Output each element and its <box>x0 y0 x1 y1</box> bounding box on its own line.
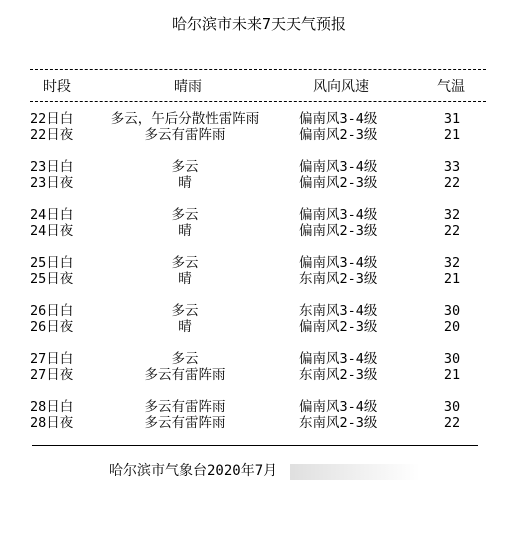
period-cell: 26日白 <box>30 303 74 319</box>
wind-cell: 东南风2-3级 <box>299 415 378 431</box>
header-divider <box>30 101 486 102</box>
wind-cell: 偏南风3-4级 <box>299 159 378 175</box>
table-row <box>0 207 518 223</box>
table-row <box>0 255 518 271</box>
wind-cell: 偏南风3-4级 <box>299 207 378 223</box>
weather-cell: 多云，午后分散性雷阵雨 <box>110 111 260 127</box>
table-row <box>0 271 518 287</box>
table-row <box>0 159 518 175</box>
period-cell: 25日夜 <box>30 271 74 287</box>
temp-cell: 22 <box>443 175 461 191</box>
weather-cell: 晴 <box>178 175 192 191</box>
weather-cell: 多云有雷阵雨 <box>144 127 226 143</box>
table-row <box>0 111 518 127</box>
period-cell: 27日白 <box>30 351 74 367</box>
wind-cell: 偏南风2-3级 <box>299 223 378 239</box>
wind-cell: 偏南风2-3级 <box>299 127 378 143</box>
period-cell: 28日夜 <box>30 415 74 431</box>
period-cell: 28日白 <box>30 399 74 415</box>
issuer-footer: 哈尔滨市气象台2020年7月 <box>109 463 278 479</box>
weather-cell: 多云 <box>171 207 199 223</box>
period-cell: 27日夜 <box>30 367 74 383</box>
table-row <box>0 367 518 383</box>
table-row <box>0 319 518 335</box>
period-cell: 24日白 <box>30 207 74 223</box>
wind-cell: 偏南风3-4级 <box>299 351 378 367</box>
table-row <box>0 223 518 239</box>
bottom-divider <box>32 445 478 446</box>
weather-cell: 晴 <box>178 223 192 239</box>
temp-cell: 21 <box>443 271 461 287</box>
fade-overlay <box>290 464 420 480</box>
temp-cell: 22 <box>443 223 461 239</box>
table-row <box>0 175 518 191</box>
temp-cell: 33 <box>443 159 461 175</box>
period-cell: 23日夜 <box>30 175 74 191</box>
weather-cell: 多云有雷阵雨 <box>144 367 226 383</box>
weather-cell: 晴 <box>178 271 192 287</box>
period-cell: 22日夜 <box>30 127 74 143</box>
temp-cell: 30 <box>443 351 461 367</box>
period-cell: 23日白 <box>30 159 74 175</box>
period-cell: 24日夜 <box>30 223 74 239</box>
temp-cell: 30 <box>443 303 461 319</box>
weather-cell: 多云有雷阵雨 <box>144 415 226 431</box>
temp-cell: 21 <box>443 127 461 143</box>
table-row <box>0 399 518 415</box>
table-row <box>0 351 518 367</box>
temp-cell: 32 <box>443 255 461 271</box>
wind-cell: 偏南风3-4级 <box>299 111 378 127</box>
period-cell: 26日夜 <box>30 319 74 335</box>
header-period: 时段 <box>43 79 71 95</box>
weather-cell: 晴 <box>178 319 192 335</box>
header-temp: 气温 <box>437 79 465 95</box>
wind-cell: 偏南风3-4级 <box>299 399 378 415</box>
table-row <box>0 303 518 319</box>
top-divider <box>30 69 486 70</box>
weather-cell: 多云 <box>171 351 199 367</box>
weather-cell: 多云 <box>171 303 199 319</box>
wind-cell: 偏南风2-3级 <box>299 175 378 191</box>
temp-cell: 32 <box>443 207 461 223</box>
period-cell: 22日白 <box>30 111 74 127</box>
header-weather: 晴雨 <box>174 79 202 95</box>
temp-cell: 20 <box>443 319 461 335</box>
weather-cell: 多云 <box>171 159 199 175</box>
temp-cell: 30 <box>443 399 461 415</box>
wind-cell: 东南风2-3级 <box>299 271 378 287</box>
wind-cell: 偏南风3-4级 <box>299 255 378 271</box>
weather-cell: 多云 <box>171 255 199 271</box>
temp-cell: 21 <box>443 367 461 383</box>
wind-cell: 东南风3-4级 <box>299 303 378 319</box>
page-title: 哈尔滨市未来7天天气预报 <box>171 15 347 33</box>
temp-cell: 22 <box>443 415 461 431</box>
header-wind: 风向风速 <box>313 79 369 95</box>
wind-cell: 偏南风2-3级 <box>299 319 378 335</box>
table-row <box>0 415 518 431</box>
weather-cell: 多云有雷阵雨 <box>144 399 226 415</box>
temp-cell: 31 <box>443 111 461 127</box>
table-row <box>0 127 518 143</box>
period-cell: 25日白 <box>30 255 74 271</box>
wind-cell: 东南风2-3级 <box>299 367 378 383</box>
